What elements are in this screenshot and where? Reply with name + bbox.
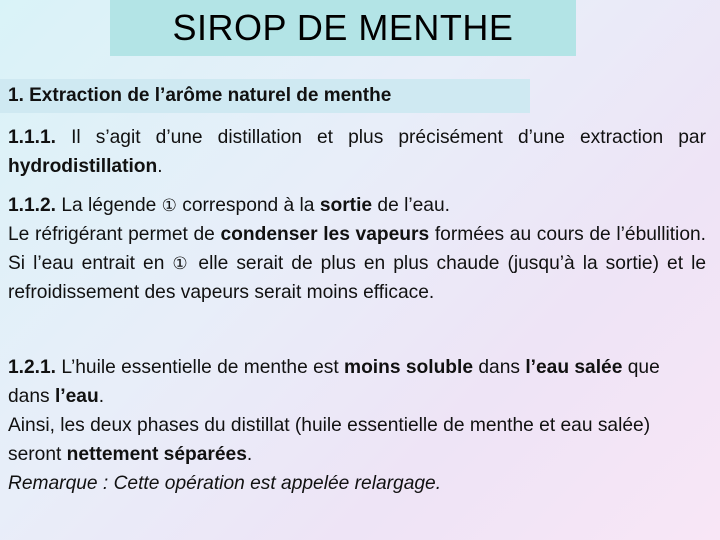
bold-term: moins soluble: [344, 357, 474, 378]
paragraph-number: 1.2.1.: [8, 357, 57, 378]
text-span: que dans: [8, 357, 660, 407]
section-heading-banner: [0, 79, 530, 113]
bold-term: nettement séparées: [66, 444, 247, 465]
bold-term: hydrodistillation: [8, 156, 158, 177]
bold-term: l’eau salée: [525, 357, 623, 378]
text-span: .: [157, 156, 163, 177]
paragraph-1-1-2: [8, 191, 706, 307]
paragraph-1-2-1: [8, 353, 706, 498]
text-span: dans: [473, 357, 526, 378]
bold-term: sortie: [319, 195, 373, 216]
text-span: .: [246, 444, 253, 465]
section-heading: 1. Extraction de l’arôme naturel de menthe: [8, 85, 392, 106]
text-span: correspond à la: [176, 195, 320, 216]
text-span: .: [98, 386, 105, 407]
text-span: elle serait de plus en plus chaude (jusqu’à la sortie) et le refroidissement des vapeurs serait moins efficace.: [8, 253, 706, 303]
paragraph-number: 1.1.1.: [8, 127, 57, 148]
paragraph-1-1-1: [8, 123, 706, 181]
text-span: Le réfrigérant permet de: [8, 224, 221, 245]
text-span: Ainsi, les deux phases du distillat (huile essentielle de menthe et eau salée) seront: [8, 415, 651, 465]
page-title: SIROP DE MENTHE: [172, 7, 514, 48]
bold-term: l’eau: [54, 386, 99, 407]
bold-term: condenser les vapeurs: [220, 224, 430, 245]
remark: Remarque : Cette opération est appelée relargage.: [8, 473, 442, 494]
legend-marker-1: ①: [161, 196, 177, 215]
text-span: Il s’agit d’une distillation et plus précisément d’une extraction par: [56, 127, 706, 148]
text-span: L’huile essentielle de menthe est: [56, 357, 345, 378]
text-span: La légende: [56, 195, 162, 216]
paragraph-number: 1.1.2.: [8, 195, 57, 216]
text-span: de l’eau.: [372, 195, 450, 216]
title-banner: [110, 0, 576, 56]
legend-marker-1: ①: [172, 254, 191, 273]
text-span: formées au cours de l’ébullition. Si l’eau entrait en: [8, 224, 706, 274]
